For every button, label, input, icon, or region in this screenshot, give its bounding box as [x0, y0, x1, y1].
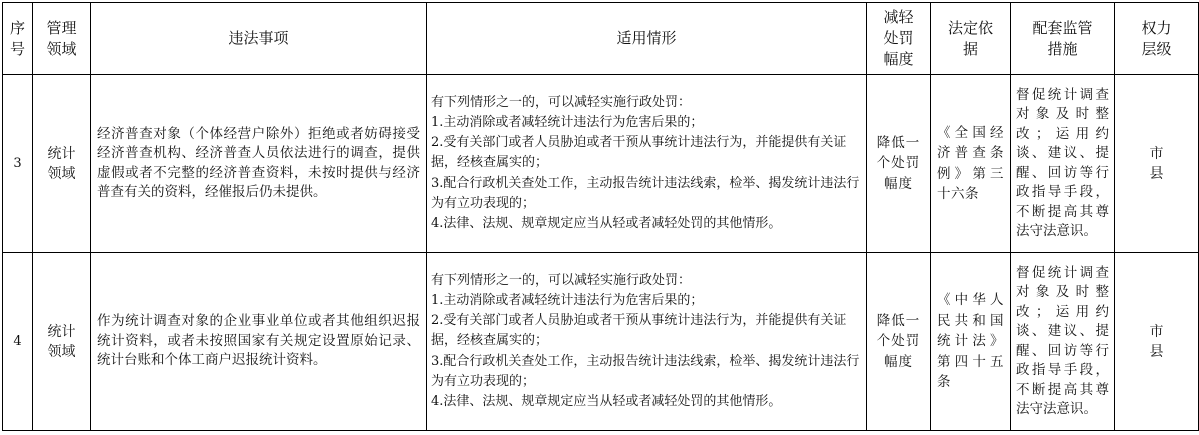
header-field [33, 3, 91, 75]
row-matter: 作为统计调查对象的企业事业单位或者其他组织迟报统计资料，或者未按照国家有关规定设置原始记录、统计台账和个体工商户迟报统计资料。 [91, 253, 427, 431]
row-condition [427, 253, 867, 431]
row-field [33, 253, 91, 431]
header-degree-line: 减轻 [883, 8, 914, 26]
header-basis-line: 法定依 [947, 18, 993, 37]
condition-line: 1.主动消除或者减轻统计违法行为危害后果的； [431, 114, 704, 130]
table-row [3, 75, 1199, 253]
condition-line: 2.受有关部门或者人员胁迫或者干预从事统计违法行为，并能提供有关证据，经核查属实的； [431, 135, 847, 171]
row-level-line: 市 [1149, 323, 1164, 340]
header-no [3, 3, 33, 75]
row-no: 3 [3, 75, 33, 253]
header-basis-line: 据 [962, 39, 978, 58]
header-level [1115, 3, 1199, 75]
header-basis [931, 3, 1011, 75]
row-level-line: 市 [1149, 145, 1164, 162]
table-row [3, 253, 1199, 431]
header-measure-line: 措施 [1047, 39, 1078, 58]
condition-line: 1.主动消除或者减轻统计违法行为危害后果的； [431, 292, 704, 308]
row-measure: 督促统计调查对象及时整改；运用约谈、建议、提醒、回访等行政指导手段，不断提高其尊法守法意识。 [1011, 253, 1115, 431]
condition-line: 3.配合行政机关查处工作，主动报告统计违法线索，检举、揭发统计违法行为有立功表现的； [431, 175, 860, 211]
row-level-line: 县 [1149, 165, 1164, 182]
header-field-line: 领域 [46, 39, 77, 58]
row-level [1115, 253, 1199, 431]
row-field-line: 统计 [47, 323, 76, 340]
header-row [3, 3, 1199, 75]
header-level-line: 权力 [1141, 18, 1172, 37]
row-measure: 督促统计调查对象及时整改；运用约谈、建议、提醒、回访等行政指导手段，不断提高其尊法守法意识。 [1011, 75, 1115, 253]
header-no-line: 号 [9, 39, 25, 58]
discretion-table [2, 2, 1199, 431]
row-field-line: 统计 [47, 145, 76, 162]
row-degree: 降低一个处罚幅度 [867, 75, 931, 253]
row-basis: 《中华人民共和国统计法》第四十五条 [931, 253, 1011, 431]
header-condition: 适用情形 [427, 3, 867, 75]
header-level-line: 层级 [1141, 39, 1172, 58]
header-measure [1011, 3, 1115, 75]
row-field-line: 领域 [47, 165, 76, 182]
condition-line: 4.法律、法规、规章规定应当从轻或者减轻处罚的其他情形。 [431, 216, 782, 231]
row-level [1115, 75, 1199, 253]
row-field-line: 领域 [47, 343, 76, 360]
header-degree [867, 3, 931, 75]
header-field-line: 管理 [46, 18, 77, 37]
header-degree-line: 处罚 [883, 29, 914, 47]
condition-line: 2.受有关部门或者人员胁迫或者干预从事统计违法行为，并能提供有关证据，经核查属实的； [431, 313, 847, 349]
condition-line: 4.法律、法规、规章规定应当从轻或者减轻处罚的其他情形。 [431, 394, 782, 409]
row-matter: 经济普查对象（个体经营户除外）拒绝或者妨碍接受经济普查机构、经济普查人员依法进行的调查，提供虚假或者不完整的经济普查资料，未按时提供与经济普查有关的资料，经催报后仍未提供。 [91, 75, 427, 253]
row-field [33, 75, 91, 253]
header-no-line: 序 [9, 18, 25, 37]
row-basis: 《全国经济普查条例》第三十六条 [931, 75, 1011, 253]
header-measure-line: 配套监管 [1032, 18, 1093, 37]
condition-line: 有下列情形之一的，可以减轻实施行政处罚： [431, 94, 692, 110]
condition-line: 3.配合行政机关查处工作，主动报告统计违法线索，检举、揭发统计违法行为有立功表现的； [431, 353, 860, 389]
row-no: 4 [3, 253, 33, 431]
header-degree-line: 幅度 [883, 50, 914, 68]
condition-line: 有下列情形之一的，可以减轻实施行政处罚： [431, 272, 692, 288]
header-matter: 违法事项 [91, 3, 427, 75]
row-condition [427, 75, 867, 253]
row-degree: 降低一个处罚幅度 [867, 253, 931, 431]
row-level-line: 县 [1149, 343, 1164, 360]
